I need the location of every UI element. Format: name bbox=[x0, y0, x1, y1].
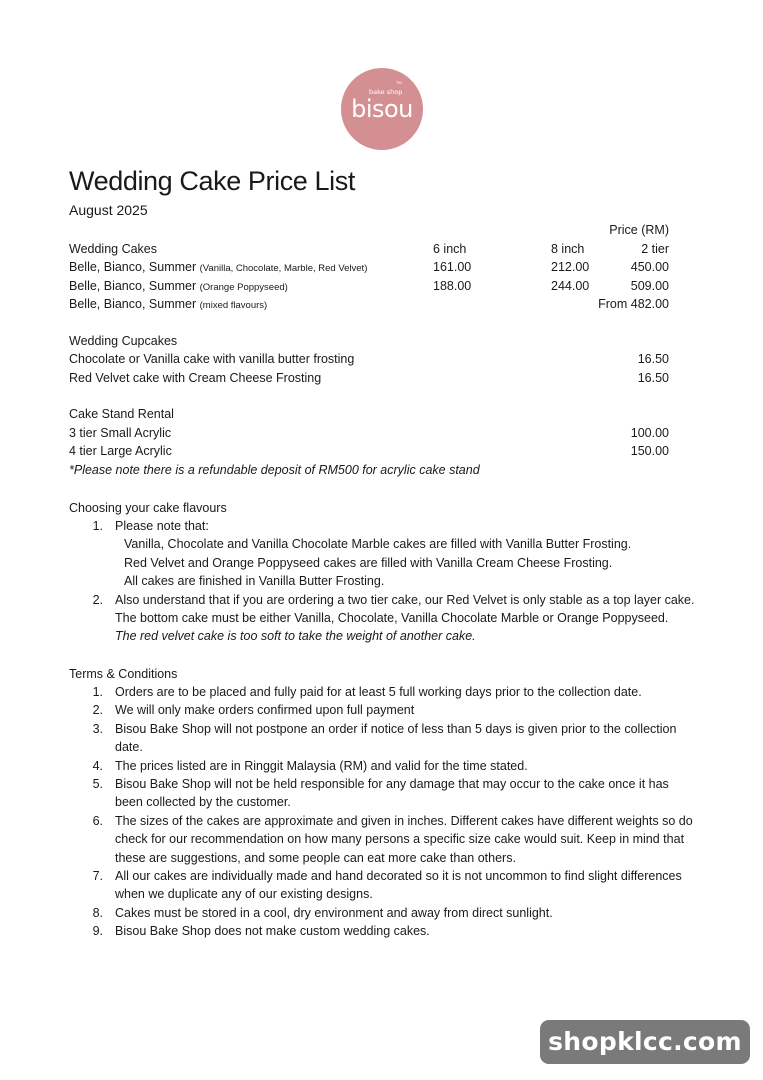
price-2-tier: 509.00 bbox=[630, 279, 669, 293]
flavours-list bbox=[69, 517, 697, 646]
list-text: The bottom cake must be either Vanilla, Chocolate, Vanilla Chocolate Marble or Orange Poppyseed. bbox=[115, 611, 669, 626]
stand-rental-heading: Cake Stand Rental bbox=[69, 407, 174, 421]
list-text: All our cakes are individually made and hand decorated so it is not uncommon to find slight differences when we duplicate any of our existing designs. bbox=[115, 869, 682, 902]
list-number: 2. bbox=[92, 592, 103, 607]
cake-flavour-note: (Orange Poppyseed) bbox=[199, 282, 288, 293]
cake-name-text: Belle, Bianco, Summer bbox=[69, 260, 197, 274]
stand-item-price: 150.00 bbox=[630, 444, 669, 458]
cupcake-item-name: Red Velvet cake with Cream Cheese Frosting bbox=[69, 371, 322, 385]
list-item bbox=[69, 812, 697, 867]
stand-item-price: 100.00 bbox=[630, 426, 669, 440]
list-number: 7. bbox=[92, 869, 103, 884]
price-2-tier: From 482.00 bbox=[598, 297, 669, 311]
list-item bbox=[69, 867, 697, 904]
list-number: 3. bbox=[92, 721, 103, 736]
filling-note: Vanilla, Chocolate and Vanilla Chocolate Marble cakes are filled with Vanilla Butter Frosting. bbox=[124, 537, 632, 552]
logo-wordmark: bisou bbox=[351, 95, 413, 123]
list-lead: Please note that: bbox=[115, 519, 209, 533]
list-text-italic: The red velvet cake is too soft to take the weight of another cake. bbox=[115, 629, 476, 644]
list-text: Bisou Bake Shop does not make custom wedding cakes. bbox=[115, 924, 430, 939]
logo-trademark: TM bbox=[396, 80, 402, 85]
price-8-inch: 212.00 bbox=[551, 260, 590, 274]
list-item bbox=[69, 683, 697, 701]
bisou-logo bbox=[341, 68, 423, 150]
cupcake-item-name: Chocolate or Vanilla cake with vanilla butter frosting bbox=[69, 352, 355, 366]
list-item bbox=[69, 701, 697, 719]
deposit-note: *Please note there is a refundable deposit of RM500 for acrylic cake stand bbox=[69, 463, 480, 477]
shopklcc-watermark: shopklcc.com bbox=[540, 1020, 750, 1064]
wedding-cakes-heading: Wedding Cakes bbox=[69, 242, 158, 256]
terms-heading: Terms & Conditions bbox=[69, 667, 178, 681]
list-text: The prices listed are in Ringgit Malaysia (RM) and valid for the time stated. bbox=[115, 758, 528, 773]
list-number: 8. bbox=[92, 905, 103, 920]
list-number: 2. bbox=[92, 703, 103, 718]
list-text: Also understand that if you are ordering a two tier cake, our Red Velvet is only stable as a top layer cake. bbox=[115, 592, 695, 607]
list-number: 1. bbox=[92, 519, 103, 533]
cake-flavour-note: (mixed flavours) bbox=[199, 300, 268, 311]
price-6-inch: 161.00 bbox=[433, 260, 472, 274]
price-2-tier: 450.00 bbox=[630, 260, 669, 274]
logo-subtitle: bake shop bbox=[369, 88, 403, 96]
price-6-inch: 188.00 bbox=[433, 279, 472, 293]
list-text: Bisou Bake Shop will not postpone an order if notice of less than 5 days is given prior to the collection date. bbox=[115, 721, 677, 755]
column-header-6-inch: 6 inch bbox=[433, 242, 467, 256]
cake-flavour-note: (Vanilla, Chocolate, Marble, Red Velvet) bbox=[199, 263, 368, 274]
price-unit-label: Price (RM) bbox=[609, 223, 669, 237]
cake-name bbox=[69, 258, 367, 278]
list-item bbox=[69, 591, 697, 646]
filling-note: Red Velvet and Orange Poppyseed cakes are filled with Vanilla Cream Cheese Frosting. bbox=[124, 555, 613, 570]
list-number: 4. bbox=[92, 758, 103, 773]
list-item bbox=[69, 904, 697, 922]
list-item bbox=[69, 517, 697, 591]
list-text: We will only make orders confirmed upon full payment bbox=[115, 703, 415, 718]
list-text: Orders are to be placed and fully paid for at least 5 full working days prior to the collection date. bbox=[115, 685, 642, 699]
list-item bbox=[69, 720, 697, 757]
list-item bbox=[69, 922, 697, 940]
cake-name bbox=[69, 295, 267, 315]
column-header-8-inch: 8 inch bbox=[551, 242, 585, 256]
terms-list bbox=[69, 683, 697, 941]
cake-name-text: Belle, Bianco, Summer bbox=[69, 297, 197, 311]
cupcake-item-price: 16.50 bbox=[637, 352, 669, 366]
flavours-heading: Choosing your cake flavours bbox=[69, 501, 227, 515]
list-item bbox=[69, 775, 697, 812]
list-number: 6. bbox=[92, 813, 103, 828]
list-text: Bisou Bake Shop will not be held responsible for any damage that may occur to the cake once it has been collected by the customer. bbox=[115, 777, 669, 810]
stand-item-name: 4 tier Large Acrylic bbox=[69, 444, 172, 458]
column-header-2-tier: 2 tier bbox=[641, 242, 669, 256]
page-title: Wedding Cake Price List bbox=[69, 166, 355, 196]
cake-name bbox=[69, 277, 288, 297]
cupcakes-heading: Wedding Cupcakes bbox=[69, 334, 178, 348]
list-text: Cakes must be stored in a cool, dry environment and away from direct sunlight. bbox=[115, 905, 553, 920]
page-date: August 2025 bbox=[69, 202, 148, 218]
cake-name-text: Belle, Bianco, Summer bbox=[69, 279, 197, 293]
list-number: 5. bbox=[92, 777, 103, 792]
list-number: 1. bbox=[92, 685, 103, 699]
list-item bbox=[69, 757, 697, 775]
stand-item-name: 3 tier Small Acrylic bbox=[69, 426, 172, 440]
list-number: 9. bbox=[92, 924, 103, 939]
list-text: The sizes of the cakes are approximate and given in inches. Different cakes have different weights so do check for our recommendation on how many persons a specific size cake would suit. Keep in mind that these are suggestions, and some people can eat more cake than others. bbox=[115, 813, 693, 865]
cupcake-item-price: 16.50 bbox=[637, 371, 669, 385]
filling-note: All cakes are finished in Vanilla Butter Frosting. bbox=[124, 574, 385, 589]
price-8-inch: 244.00 bbox=[551, 279, 590, 293]
